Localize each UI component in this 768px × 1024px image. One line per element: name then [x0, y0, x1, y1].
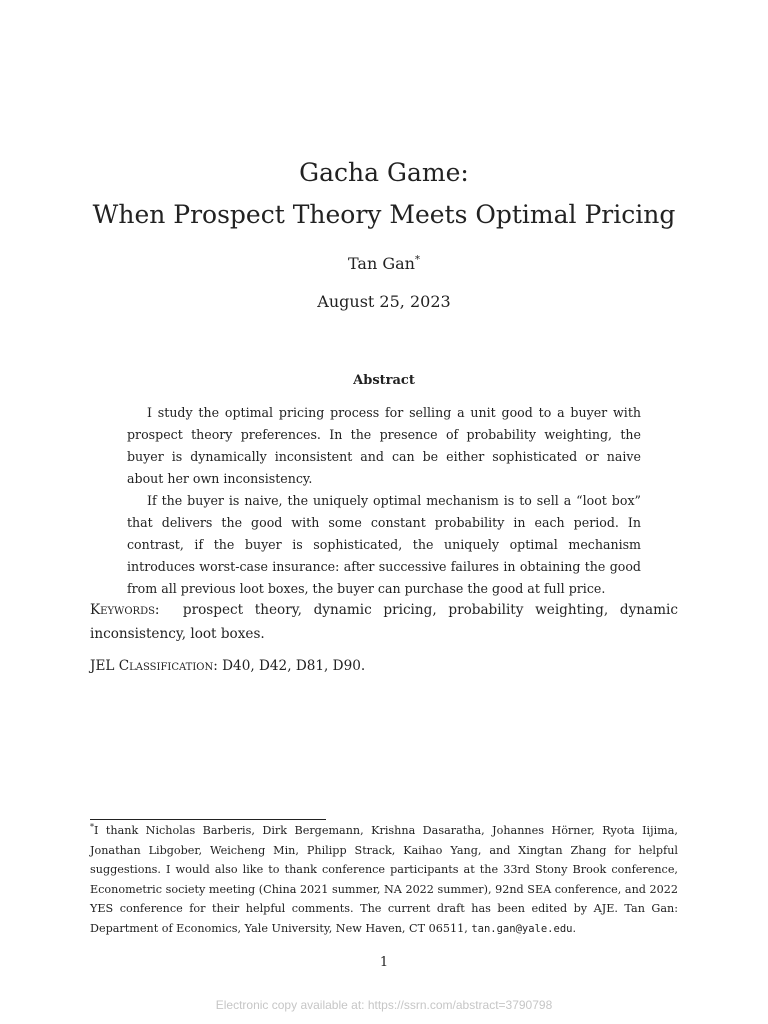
jel-codes: D40, D42, D81, D90.	[222, 658, 366, 674]
keywords	[90, 598, 678, 646]
author-name: Tan Gan	[348, 254, 415, 273]
footnote-marker: *	[90, 822, 94, 832]
footnote-text: I thank Nicholas Barberis, Dirk Bergemann, Krishna Dasaratha, Johannes Hörner, Ryota Iijima, Jonathan Libgober, Weicheng Min, Philipp Strack, Kaihao Yang, and Xingtan Zhang for helpful suggestions. I would also like to thank conference participants at the 33rd Stony Brook conference, Econometric society meeting (China 2021 summer, NA 2022 summer), 92nd SEA conference, and 2022 YES conference for their helpful comments. The current draft has been edited by AJE. Tan Gan: Department of Economics, Yale University, New Haven, CT 06511,	[90, 824, 678, 935]
footnote-end: .	[572, 921, 577, 935]
abstract-paragraph: I study the optimal pricing process for selling a unit good to a buyer with prospect theory preferences. In the presence of probability weighting, the buyer is dynamically inconsistent and can be either sophisticated or naive about her own inconsistency.	[127, 405, 641, 486]
keywords-text: prospect theory, dynamic pricing, probability weighting, dynamic inconsistency, loot boxes.	[90, 602, 678, 642]
footnote-divider	[90, 819, 326, 820]
abstract-heading: Abstract	[353, 373, 415, 388]
page-number: 1	[379, 955, 389, 970]
jel-label-text: JEL Classification:	[90, 658, 218, 674]
abstract-paragraph: If the buyer is naive, the uniquely optimal mechanism is to sell a “loot box” that delivers the good with some constant probability in each period. In contrast, if the buyer is sophisticated, the uniquely optimal mechanism introduces worst-case insurance: after successive failures in obtaining the good from all previous loot boxes, the buyer can purchase the good at full price.	[127, 493, 641, 596]
title-line-1: Gacha Game:	[299, 158, 469, 187]
ssrn-notice: Electronic copy available at: https://ssrn.com/abstract=3790798	[215, 998, 553, 1012]
author-email[interactable]: tan.gan@yale.edu	[471, 922, 573, 935]
title-line-2: When Prospect Theory Meets Optimal Pricing	[92, 200, 676, 229]
author	[0, 254, 768, 273]
publication-date: August 25, 2023	[317, 292, 451, 311]
abstract-body	[127, 402, 641, 600]
jel-classification	[90, 654, 678, 678]
footnote	[90, 821, 678, 940]
keywords-label: Keywords:	[90, 602, 160, 618]
paper-title	[0, 152, 768, 236]
author-footnote-marker: *	[414, 254, 420, 266]
jel-label	[90, 658, 218, 674]
